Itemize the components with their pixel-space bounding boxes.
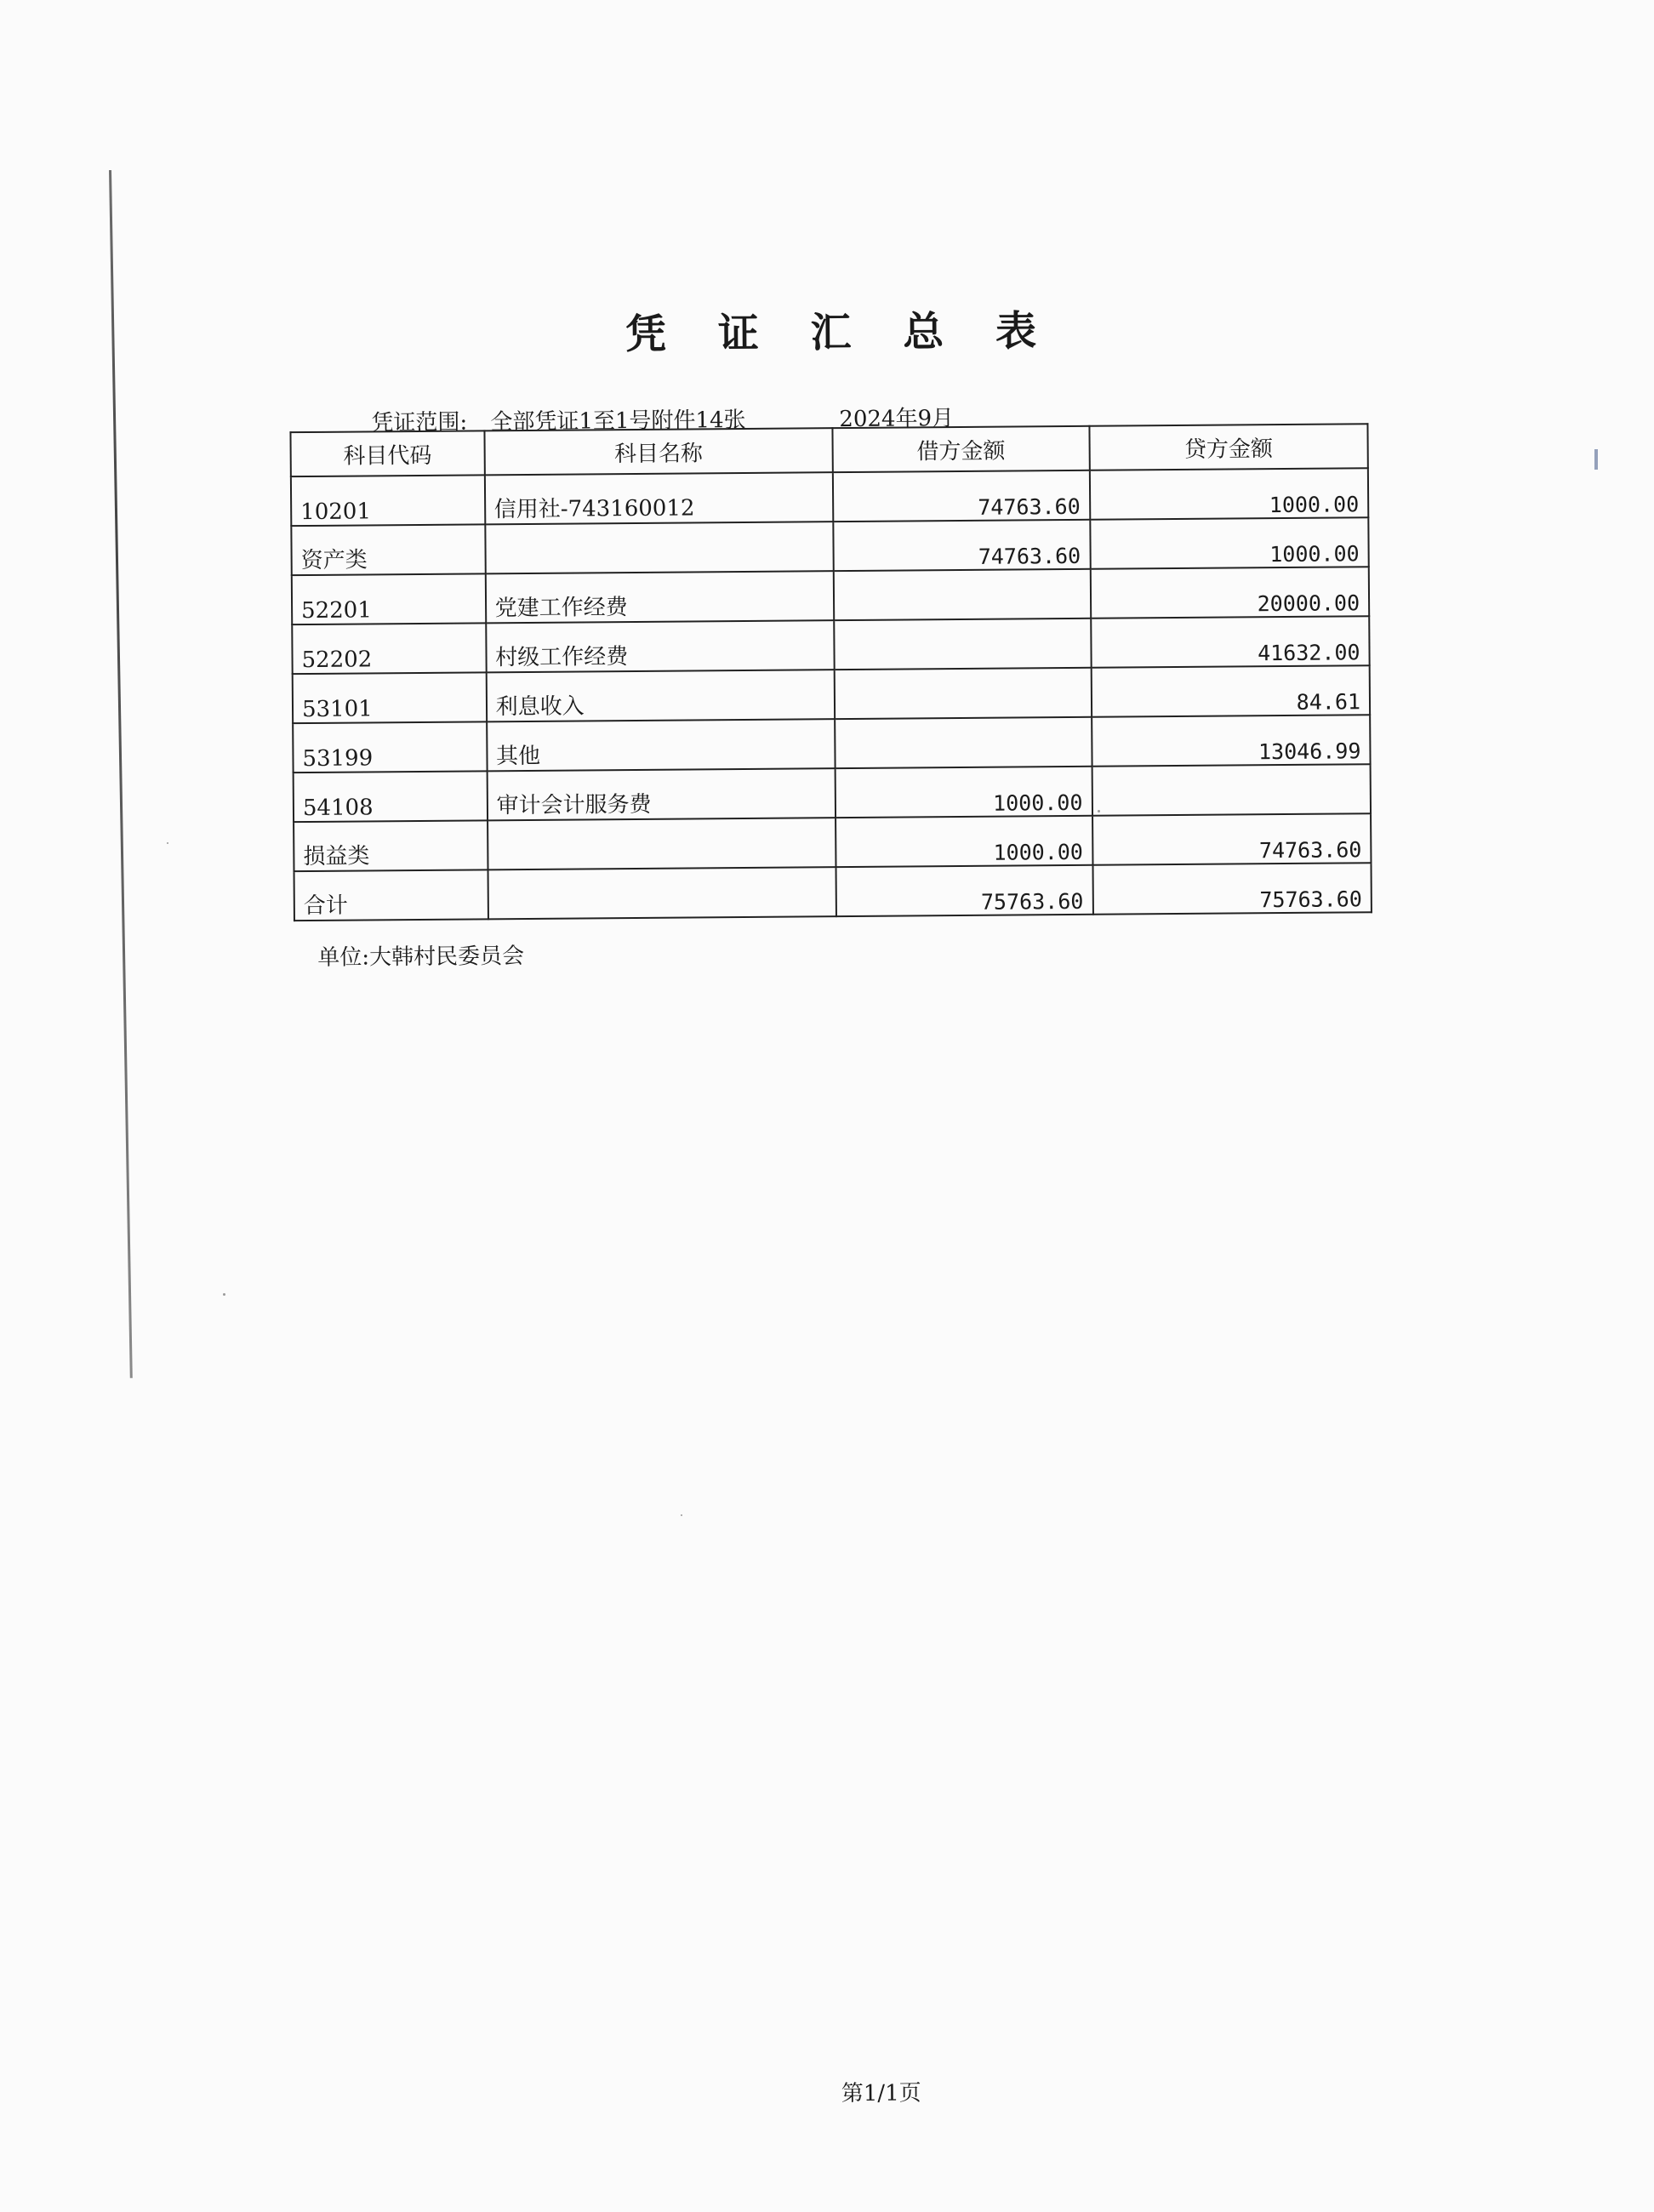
account-name: 审计会计服务费 bbox=[487, 768, 836, 820]
debit-amount bbox=[834, 569, 1091, 620]
credit-amount: 41632.00 bbox=[1091, 616, 1370, 668]
header-code: 科目代码 bbox=[290, 430, 484, 476]
scan-speck bbox=[167, 842, 168, 844]
page-number: 第1/1页 bbox=[841, 2080, 921, 2107]
debit-amount: 1000.00 bbox=[836, 767, 1092, 818]
table-row bbox=[293, 665, 1370, 723]
credit-amount: 74763.60 bbox=[1092, 813, 1372, 865]
account-code: 损益类 bbox=[294, 820, 488, 871]
debit-amount: 74763.60 bbox=[833, 520, 1090, 571]
range-value: 全部凭证1至1号附件14张 bbox=[490, 407, 746, 436]
range-label: 凭证范围: bbox=[371, 409, 468, 436]
account-code: 54108 bbox=[294, 771, 488, 822]
summary-table bbox=[289, 423, 1372, 921]
table-row bbox=[294, 764, 1371, 822]
account-code: 10201 bbox=[291, 475, 485, 526]
account-name: 信用社-743160012 bbox=[484, 472, 833, 524]
scan-speck bbox=[681, 1514, 682, 1516]
table-row bbox=[291, 468, 1368, 526]
credit-amount: 75763.60 bbox=[1092, 863, 1372, 915]
table-row bbox=[293, 715, 1370, 772]
credit-amount: 1000.00 bbox=[1090, 517, 1369, 569]
account-name: 党建工作经费 bbox=[485, 571, 834, 623]
account-name: 村级工作经费 bbox=[486, 620, 835, 672]
table-row bbox=[292, 616, 1369, 674]
account-code: 合计 bbox=[294, 869, 488, 921]
account-code: 资产类 bbox=[291, 524, 485, 575]
account-code: 52202 bbox=[292, 623, 486, 674]
account-name bbox=[485, 522, 834, 573]
credit-amount: 13046.99 bbox=[1092, 715, 1371, 767]
unit-label: 单位:大韩村民委员会 bbox=[317, 944, 525, 971]
table-row-total bbox=[294, 863, 1372, 921]
account-name: 其他 bbox=[487, 719, 836, 771]
scan-speck bbox=[1098, 810, 1100, 812]
debit-amount bbox=[835, 717, 1092, 768]
debit-amount: 1000.00 bbox=[836, 816, 1092, 867]
account-code: 53101 bbox=[293, 672, 487, 723]
credit-amount: 84.61 bbox=[1091, 665, 1370, 717]
account-name bbox=[488, 818, 836, 869]
credit-amount bbox=[1092, 764, 1371, 816]
debit-amount bbox=[834, 619, 1091, 670]
document-title: 凭 证 汇 总 表 bbox=[625, 307, 1056, 359]
credit-amount: 1000.00 bbox=[1089, 468, 1368, 520]
debit-amount: 74763.60 bbox=[833, 470, 1090, 522]
debit-amount bbox=[835, 668, 1092, 719]
table-row bbox=[292, 567, 1369, 624]
account-name bbox=[488, 867, 836, 919]
header-credit: 贷方金额 bbox=[1089, 424, 1368, 470]
header-debit: 借方金额 bbox=[832, 426, 1089, 472]
table-row bbox=[291, 517, 1368, 575]
table-row bbox=[294, 813, 1371, 871]
account-code: 52201 bbox=[292, 573, 486, 624]
debit-amount: 75763.60 bbox=[836, 865, 1093, 916]
account-code: 53199 bbox=[293, 721, 487, 772]
period: 2024年9月 bbox=[839, 406, 955, 433]
credit-amount: 20000.00 bbox=[1090, 567, 1369, 619]
scan-speck bbox=[223, 1293, 225, 1296]
account-name: 利息收入 bbox=[486, 670, 835, 721]
header-name: 科目名称 bbox=[484, 428, 833, 475]
